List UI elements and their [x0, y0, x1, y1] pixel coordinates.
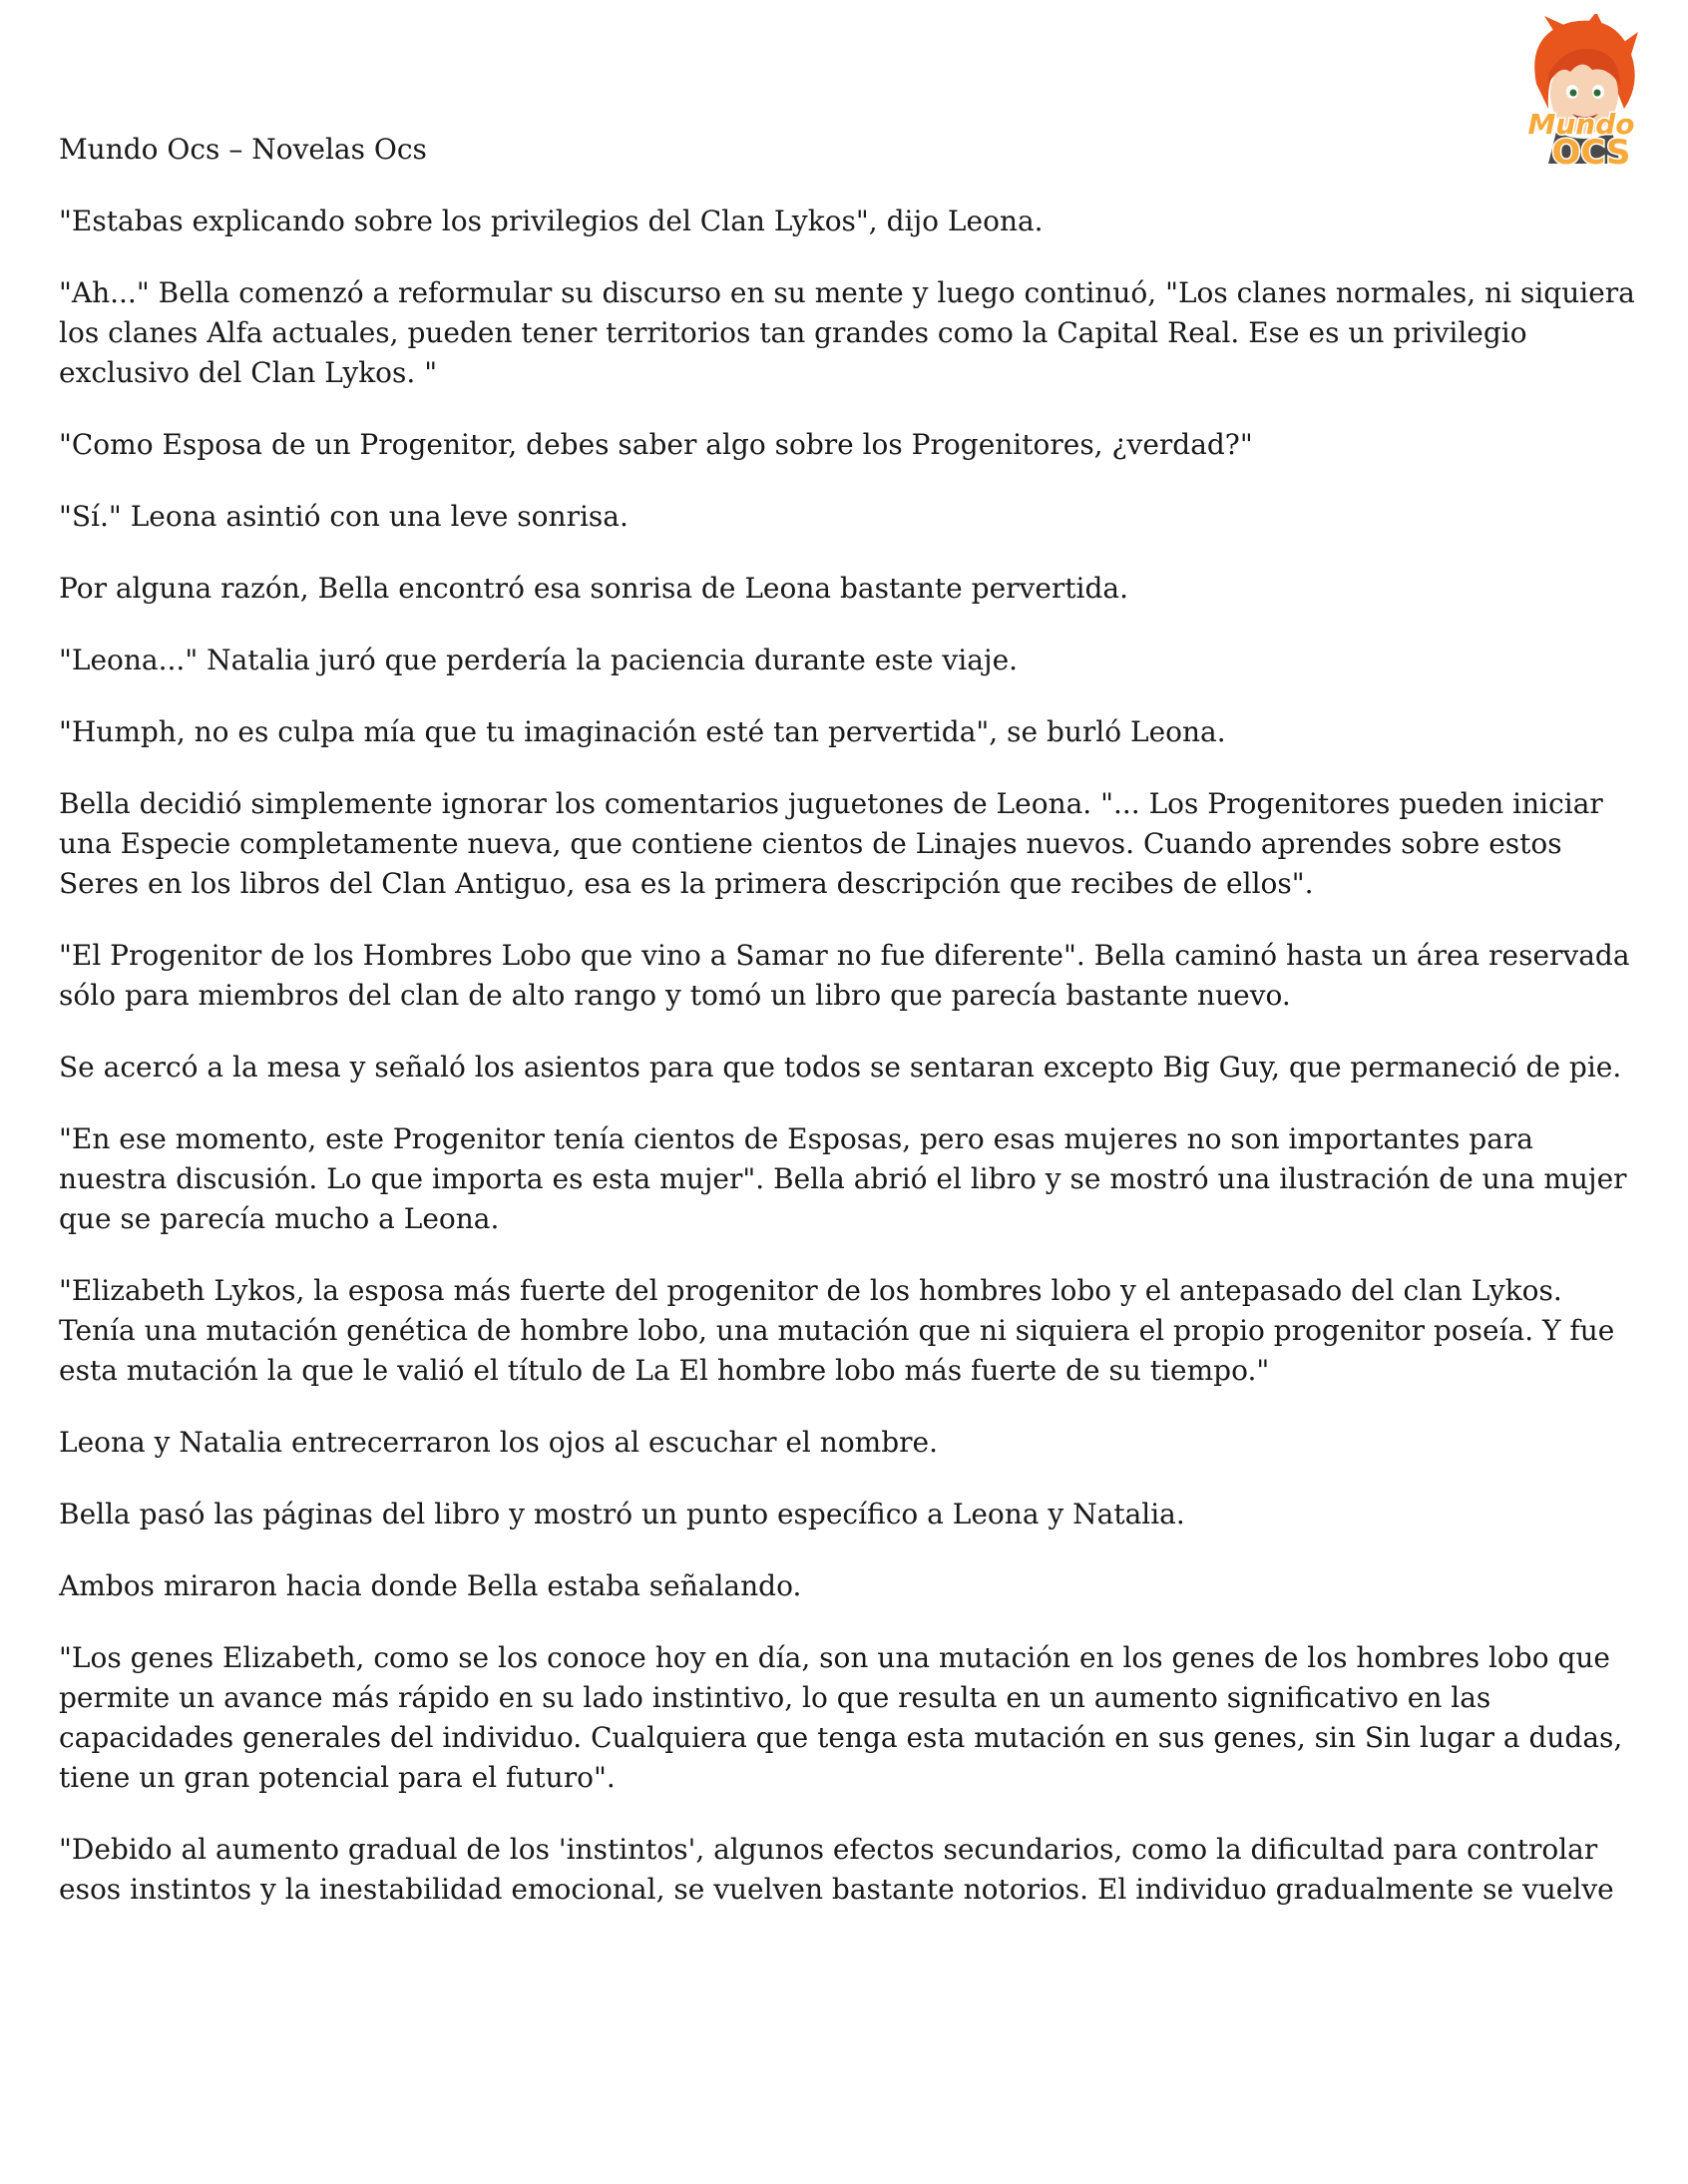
- paragraph: "Leona..." Natalia juró que perdería la paciencia durante este viaje.: [59, 644, 1019, 676]
- paragraph: Ambos miraron hacia donde Bella estaba señalando.: [59, 1569, 802, 1602]
- paragraph: "Elizabeth Lykos, la esposa más fuerte del progenitor de los hombres lobo y el antepasado del clan Lykos. Tenía una mutación genética de hombre lobo, una mutación que ni siquiera el propio progenitor poseía. Y fue esta mutación la que le valió el título de La El hombre lobo más fuerte de su tiempo.": [59, 1274, 1615, 1387]
- paragraph: "Humph, no es culpa mía que tu imaginación esté tan pervertida", se burló Leona.: [59, 715, 1226, 748]
- paragraph: Bella pasó las páginas del libro y mostró un punto específico a Leona y Natalia.: [59, 1498, 1185, 1530]
- paragraph: Se acercó a la mesa y señaló los asientos para que todos se sentaran excepto Big Guy, que permaneció de pie.: [59, 1051, 1622, 1084]
- paragraph: Bella decidió simplemente ignorar los comentarios juguetones de Leona. "... Los Progenitores pueden iniciar una Especie completamente nueva, que contiene cientos de Linajes nuevos. Cuando aprendes sobre estos Seres en los libros del Clan Antiguo, esa es la primera descripción que recibes de ellos".: [59, 787, 1603, 900]
- paragraph: "En ese momento, este Progenitor tenía cientos de Esposas, pero esas mujeres no son importantes para nuestra discusión. Lo que importa es esta mujer". Bella abrió el libro y se mostró una ilustración de una mujer que se parecía mucho a Leona.: [59, 1122, 1627, 1235]
- paragraph: "Como Esposa de un Progenitor, debes saber algo sobre los Progenitores, ¿verdad?": [59, 428, 1253, 461]
- paragraph: "Los genes Elizabeth, como se los conoce hoy en día, son una mutación en los genes de los hombres lobo que permite un avance más rápido en su lado instintivo, lo que resulta en un aumento significativo en las capacidades generales del individuo. Cualquiera que tenga esta mutación en sus genes, sin Sin lugar a dudas, tiene un gran potencial para el futuro".: [59, 1641, 1623, 1794]
- paragraph: "El Progenitor de los Hombres Lobo que vino a Samar no fue diferente". Bella caminó hasta un área reservada sólo para miembros del clan de alto rango y tomó un libro que parecía bastante nuevo.: [59, 939, 1630, 1012]
- mundo-ocs-logo: [1496, 14, 1666, 174]
- paragraph: "Ah..." Bella comenzó a reformular su discurso en su mente y luego continuó, "Los clanes normales, ni siquiera los clanes Alfa actuales, pueden tener territorios tan grandes como la Capital Real. Ese es un privilegio exclusivo del Clan Lykos. ": [59, 276, 1635, 389]
- body-text: [59, 202, 1635, 1942]
- paragraph: Por alguna razón, Bella encontró esa sonrisa de Leona bastante pervertida.: [59, 572, 1129, 605]
- paragraph: "Debido al aumento gradual de los 'instintos', algunos efectos secundarios, como la dificultad para controlar esos instintos y la inestabilidad emocional, se vuelven bastante notorios. El individuo gradualmente se vuelve: [59, 1833, 1614, 1906]
- page-header: Mundo Ocs – Novelas Ocs: [59, 133, 427, 166]
- logo-text-line1: Mundo: [1527, 108, 1635, 141]
- paragraph: "Estabas explicando sobre los privilegios del Clan Lykos", dijo Leona.: [59, 205, 1044, 237]
- paragraph: Leona y Natalia entrecerraron los ojos al escuchar el nombre.: [59, 1426, 939, 1459]
- paragraph: "Sí." Leona asintió con una leve sonrisa.: [59, 500, 629, 533]
- logo-text-line2: OCS: [1551, 133, 1631, 173]
